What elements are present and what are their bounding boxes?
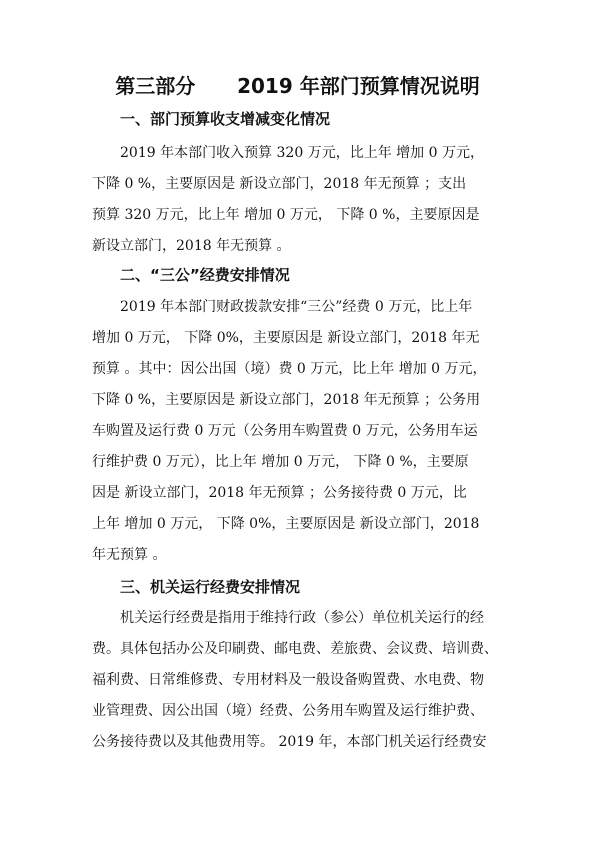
- paragraph-line: 费。具体包括办公及印刷费、邮电费、差旅费、会议费、培训费、: [92, 641, 498, 657]
- page-title: 第三部分 2019 年部门预算情况说明: [115, 74, 480, 98]
- paragraph-line: 增加 0 万元， 下降 0%，主要原因是 新设立部门，2018 年无: [92, 330, 480, 346]
- section-paragraph-operating-expenses: [92, 603, 506, 758]
- section-heading-budget-changes: 一、部门预算收支增减变化情况: [120, 110, 331, 128]
- paragraph-line: 预算 320 万元，比上年 增加 0 万元， 下降 0 %，主要原因是: [92, 207, 480, 223]
- section-heading-operating-expenses: 三、机关运行经费安排情况: [120, 578, 301, 596]
- paragraph-line: 机关运行经费是指用于维持行政（参公）单位机关运行的经: [120, 610, 484, 626]
- paragraph-line: 预算 。其中：因公出国（境）费 0 万元，比上年 增加 0 万元，: [92, 361, 487, 377]
- paragraph-line: 福利费、日常维修费、专用材料及一般设备购置费、水电费、物: [92, 672, 484, 688]
- paragraph-line: 年无预算 。: [92, 547, 167, 563]
- paragraph-line: 公务接待费以及其他费用等。 2019 年，本部门机关运行经费安: [92, 734, 487, 750]
- paragraph-line: 行维护费 0 万元），比上年 增加 0 万元， 下降 0 %，主要原: [92, 454, 469, 470]
- paragraph-line: 2019 年本部门财政拨款安排“三公”经费 0 万元，比上年: [120, 299, 473, 315]
- paragraph-line: 2019 年本部门收入预算 320 万元，比上年 增加 0 万元，: [120, 145, 484, 161]
- paragraph-line: 下降 0 %，主要原因是 新设立部门，2018 年无预算 ；公务用: [92, 392, 481, 408]
- paragraph-line: 上年 增加 0 万元， 下降 0%，主要原因是 新设立部门，2018: [92, 516, 480, 532]
- paragraph-line: 下降 0 %，主要原因是 新设立部门，2018 年无预算 ；支出: [92, 176, 467, 192]
- paragraph-line: 业管理费、因公出国（境）经费、公务用车购置及运行维护费、: [92, 703, 484, 719]
- section-paragraph-budget-changes: [92, 138, 506, 262]
- paragraph-line: 新设立部门，2018 年无预算 。: [92, 238, 291, 254]
- paragraph-line: 因是 新设立部门，2018 年无预算 ；公务接待费 0 万元，比: [92, 485, 467, 501]
- paragraph-line: 车购置及运行费 0 万元（公务用车购置费 0 万元，公务用车运: [92, 423, 478, 439]
- section-paragraph-three-public: [92, 292, 506, 571]
- section-heading-three-public: 二、“三公”经费安排情况: [120, 266, 290, 284]
